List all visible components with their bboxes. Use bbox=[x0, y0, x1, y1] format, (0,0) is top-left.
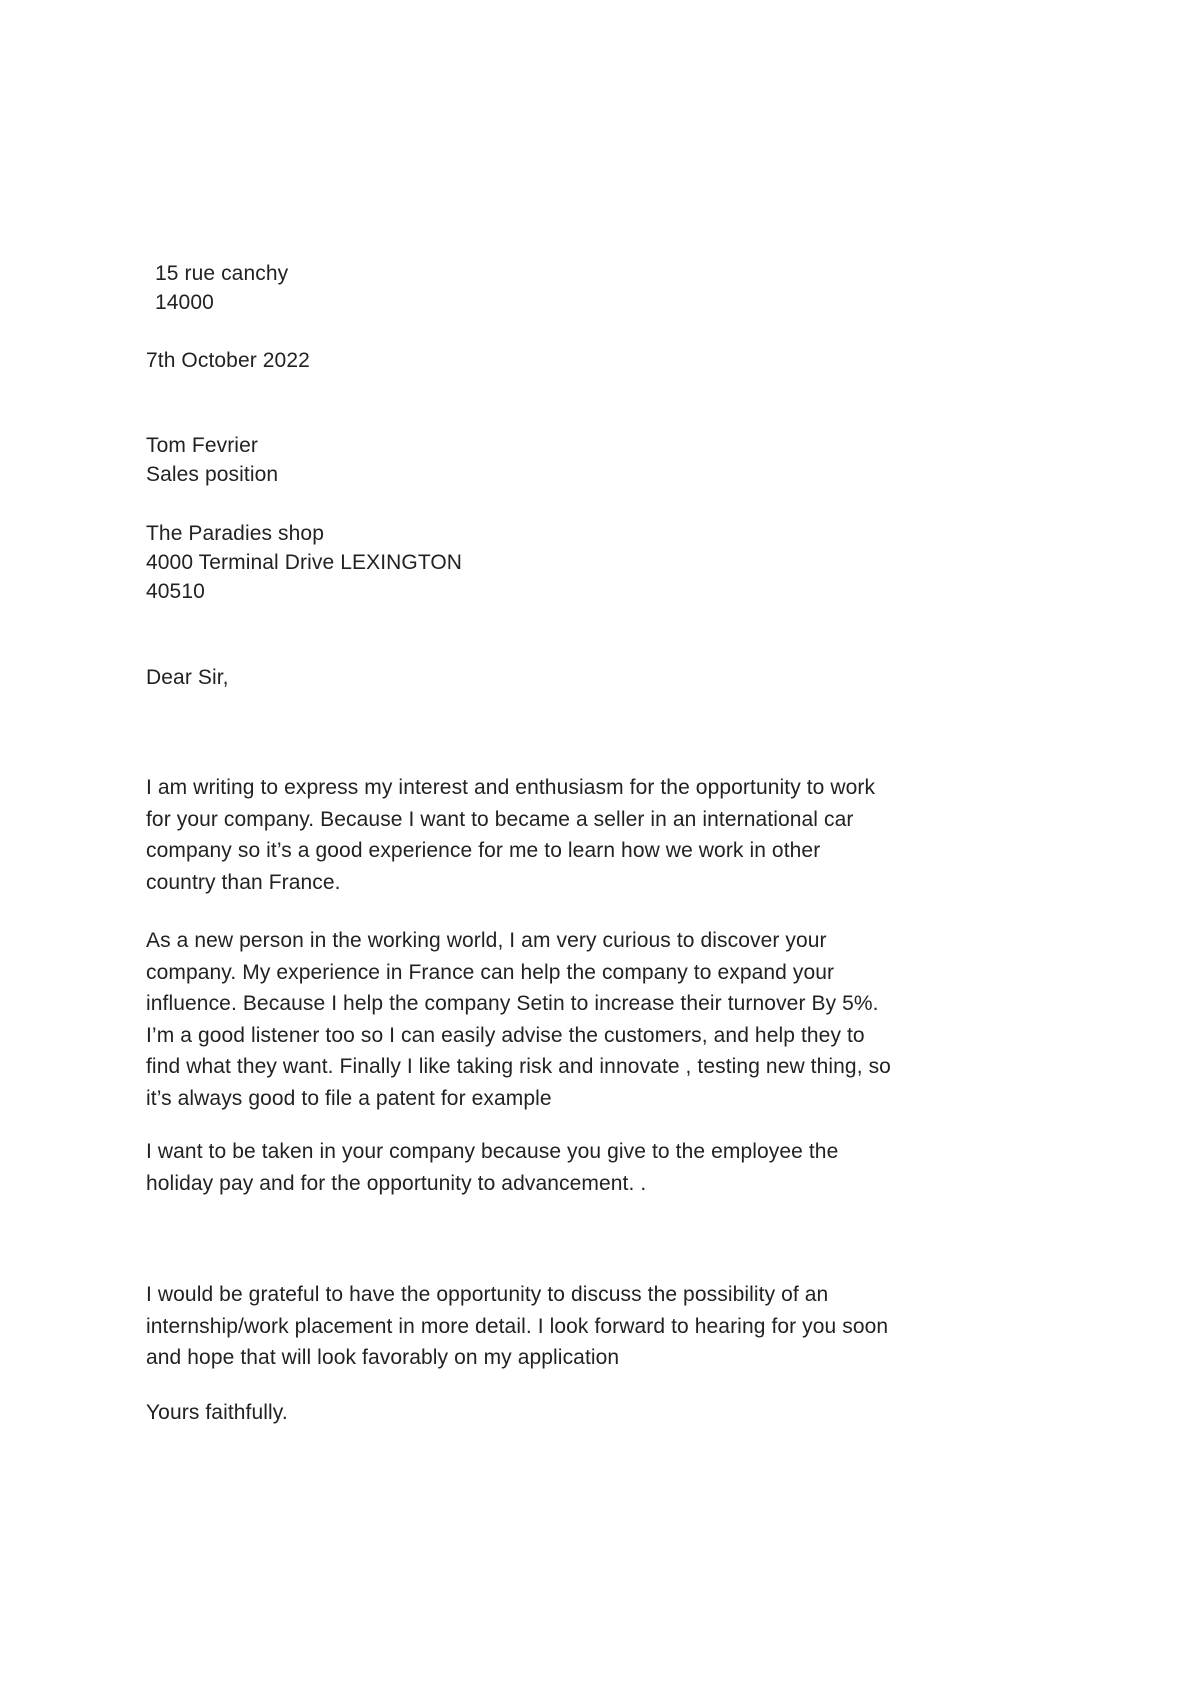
recipient-name: Tom Fevrier bbox=[146, 434, 258, 457]
paragraph-line: I want to be taken in your company because you give to the employee the bbox=[146, 1140, 839, 1163]
letter-date: 7th October 2022 bbox=[146, 349, 310, 372]
paragraph-line: find what they want. Finally I like taking risk and innovate , testing new thing, so bbox=[146, 1055, 891, 1078]
paragraph-line: it’s always good to file a patent for example bbox=[146, 1086, 552, 1110]
salutation: Dear Sir, bbox=[146, 666, 229, 689]
body-paragraph-3 bbox=[146, 1136, 966, 1199]
paragraph-line: influence. Because I help the company Setin to increase their turnover By 5%. bbox=[146, 992, 879, 1015]
recipient-postcode: 40510 bbox=[146, 580, 205, 603]
paragraph-line: internship/work placement in more detail. I look forward to hearing for you soon bbox=[146, 1314, 889, 1338]
paragraph-line: for your company. Because I want to became a seller in an international car bbox=[146, 807, 854, 831]
recipient-address: 4000 Terminal Drive LEXINGTON bbox=[146, 551, 463, 574]
recipient-role: Sales position bbox=[146, 463, 279, 486]
sender-street: 15 rue canchy bbox=[155, 262, 289, 285]
paragraph-line: and hope that will look favorably on my application bbox=[146, 1346, 620, 1369]
paragraph-line: holiday pay and for the opportunity to advancement. . bbox=[146, 1171, 647, 1195]
recipient-company: The Paradies shop bbox=[146, 522, 324, 545]
paragraph-line: I’m a good listener too so I can easily advise the customers, and help they to bbox=[146, 1023, 865, 1047]
paragraph-line: I would be grateful to have the opportunity to discuss the possibility of an bbox=[146, 1283, 829, 1306]
body-paragraph-2 bbox=[146, 925, 966, 1114]
body-paragraph-4 bbox=[146, 1279, 966, 1374]
paragraph-line: country than France. bbox=[146, 870, 341, 894]
paragraph-line: As a new person in the working world, I am very curious to discover your bbox=[146, 929, 827, 952]
closing: Yours faithfully. bbox=[146, 1401, 288, 1424]
sender-postcode: 14000 bbox=[155, 291, 214, 314]
paragraph-line: I am writing to express my interest and enthusiasm for the opportunity to work bbox=[146, 776, 876, 799]
body-paragraph-1 bbox=[146, 772, 966, 898]
paragraph-line: company so it’s a good experience for me to learn how we work in other bbox=[146, 839, 821, 862]
paragraph-line: company. My experience in France can help the company to expand your bbox=[146, 960, 835, 984]
